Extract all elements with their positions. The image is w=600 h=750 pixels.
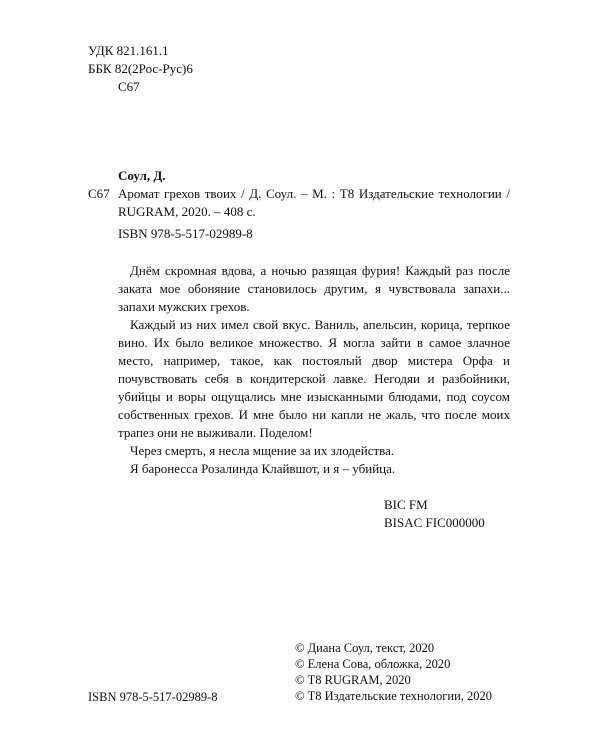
bisac-code: BISAC FIC000000 [384,515,485,530]
copyright-line: © Диана Соул, текст, 2020 [295,641,435,655]
copyright-line: © Т8 RUGRAM, 2020 [295,673,411,687]
annotation-paragraph: Каждый из них имел свой вкус. Ваниль, апельсин, корица, терпкое вино. Их было великое множество. Я могла зайти в самое злачное место, например, такое, как постоялый двор мистера Орфа и почувствовать себя в кондитерской лавке. Негодяи и разбойники, убийцы и воры ощущались мне изысканными блюдами, под соусом собственных грехов. И мне было ни капли не жаль, что после моих трапез они не выживали. Поделом! [118,317,510,440]
footer-isbn: ISBN 978-5-517-02989-8 [88,690,218,704]
bic-code: BIC FM [384,497,428,512]
subject-codes [384,496,485,532]
annotation [118,262,510,478]
isbn: ISBN 978-5-517-02989-8 [118,226,253,241]
bbk-code: ББК 82(2Рос-Рус)6 [88,61,193,76]
annotation-paragraph: Я баронесса Розалинда Клайвшот, и я – убийца. [130,461,396,476]
copyright-line: © Елена Сова, обложка, 2020 [295,657,451,671]
cutter-code: С67 [118,79,140,94]
bibliographic-description: Аромат грехов твоих / Д. Соул. – М. : Т8 Издательские технологии / RUGRAM, 2020. – 408 с. [118,186,510,219]
author-name: Соул, Д. [118,168,166,183]
udk-code: УДК 821.161.1 [88,43,169,58]
copyright-line: © Т8 Издательские технологии, 2020 [295,689,493,703]
copyright-block [295,640,492,704]
annotation-paragraph: Днём скромная вдова, а ночью разящая фурия! Каждый раз после заката мое обоняние становилось другим, я чувствовала запахи... запахи мужских грехов. [118,263,510,314]
classification-block [88,42,193,96]
record-cutter: С67 [88,186,110,201]
annotation-paragraph: Через смерть, я несла мщение за их злодейства. [130,443,395,458]
